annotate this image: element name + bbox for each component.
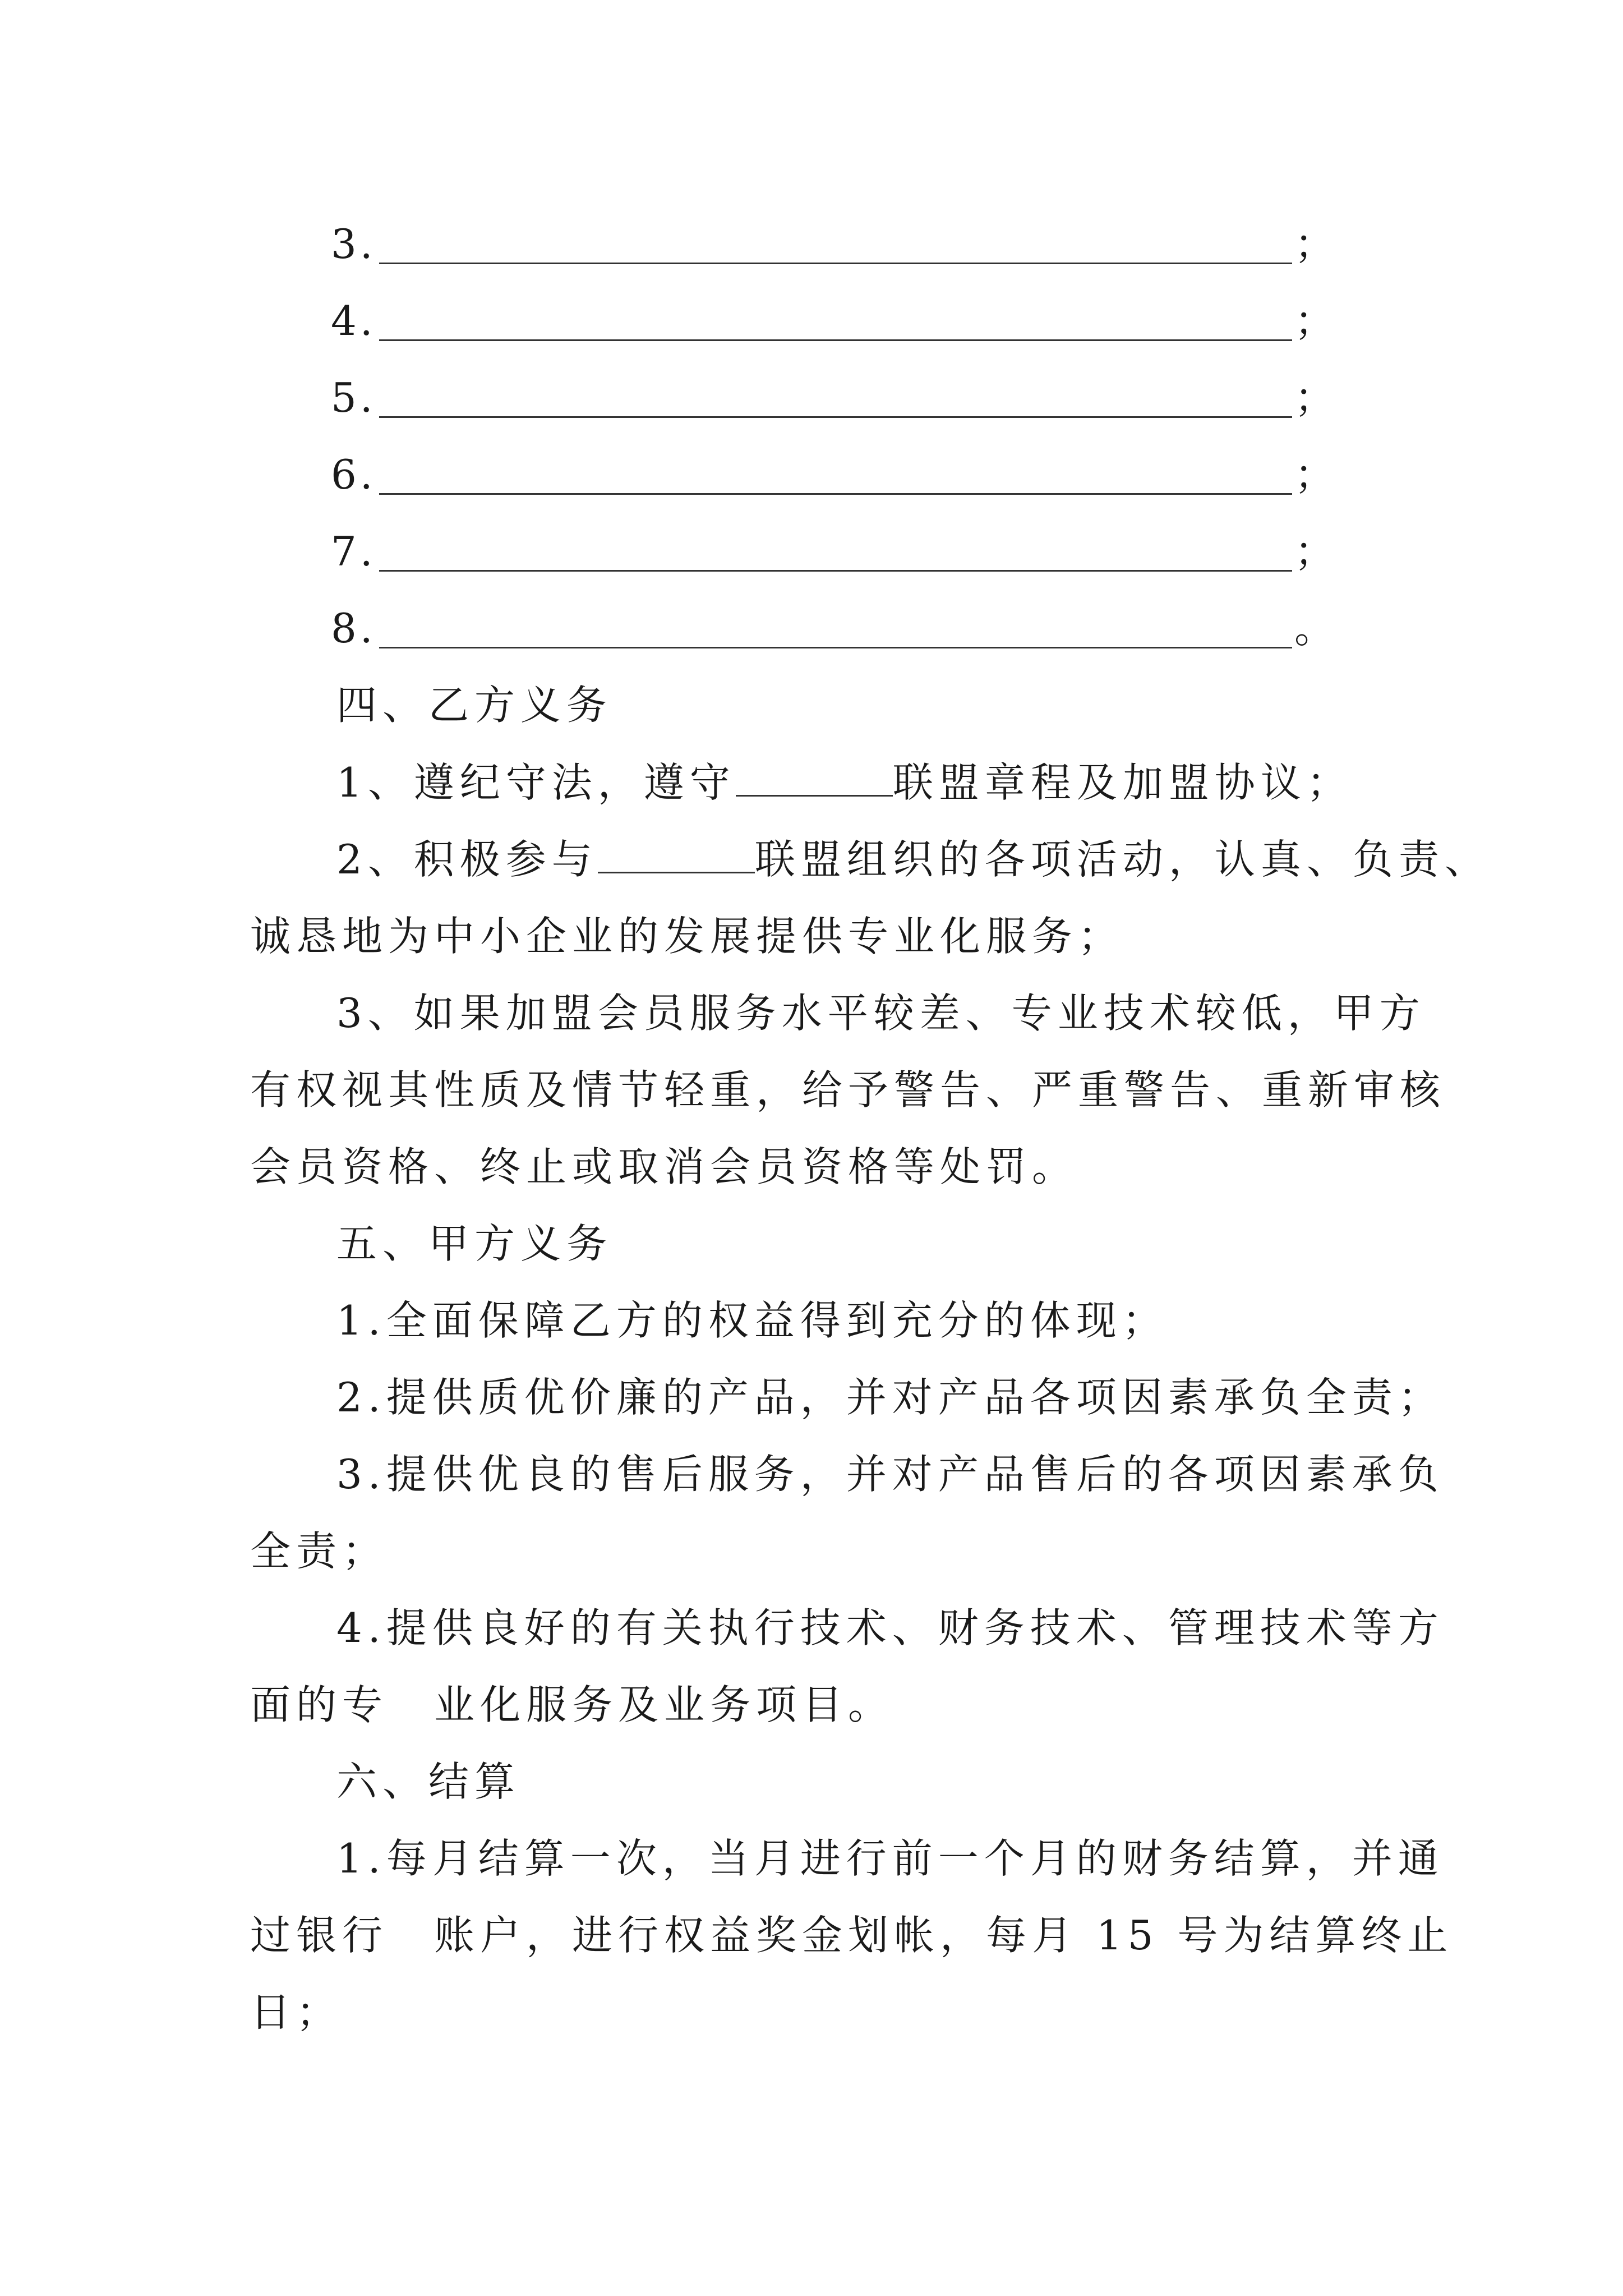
section-5-item-2: 2.提供质优价廉的产品，并对产品各项因素承负全责； [336, 1374, 1444, 1421]
blank-item-6 [331, 449, 376, 500]
inline-blank [736, 760, 893, 797]
blank-item-5 [331, 372, 376, 423]
text-before-blank: 1、遵纪守法，遵守 [336, 759, 736, 806]
section-6-item-1: 1.每月结算一次，当月进行前一个月的财务结算，并通 [336, 1835, 1444, 1882]
section-6-item-1-cont-1: 过银行 账户，进行权益奖金划帐，每月 15 号为结算终止 [250, 1912, 1454, 1959]
section-5-item-3: 3.提供优良的售后服务，并对产品售后的各项因素承负 [336, 1451, 1444, 1498]
item-number: 6. [331, 451, 376, 498]
item-number: 5. [331, 374, 376, 421]
item-number: 4. [331, 297, 376, 344]
blank-end-5: ； [1294, 374, 1339, 421]
section-5-item-1: 1.全面保障乙方的权益得到充分的体现； [336, 1297, 1168, 1344]
text-before-blank: 2、积极参与 [336, 836, 598, 883]
section-5-item-3-cont: 全责； [250, 1527, 389, 1575]
blank-item-8 [331, 603, 376, 654]
blank-end-7: ； [1294, 528, 1339, 575]
section-5-item-4: 4.提供良好的有关执行技术、财务技术、管理技术等方 [336, 1604, 1444, 1651]
section-6-item-1-cont-2: 日； [250, 1989, 343, 2036]
section-6-heading: 六、结算 [336, 1758, 521, 1805]
blank-item-7 [331, 526, 376, 577]
inline-blank [598, 837, 755, 873]
blank-rule-8 [379, 647, 1292, 648]
section-5-item-4-cont: 面的专 业化服务及业务项目。 [250, 1681, 895, 1728]
section-4-item-3-cont-2: 会员资格、终止或取消会员资格等处罚。 [250, 1143, 1078, 1190]
section-4-item-3: 3、如果加盟会员服务水平较差、专业技术较低，甲方 [336, 990, 1426, 1037]
blank-end-3: ； [1294, 220, 1339, 268]
blank-end-4: ； [1294, 297, 1339, 344]
item-number: 7. [331, 528, 376, 575]
section-4-heading: 四、乙方义务 [336, 682, 613, 729]
section-5-heading: 五、甲方义务 [336, 1220, 613, 1267]
item-number: 8. [331, 605, 376, 652]
section-4-item-2 [336, 834, 1491, 885]
blank-end-6: ； [1294, 451, 1339, 498]
blank-item-4 [331, 296, 376, 346]
blank-rule-4 [379, 339, 1292, 341]
item-number: 3. [331, 220, 376, 268]
blank-rule-7 [379, 570, 1292, 572]
text-after-blank: 联盟章程及加盟协议； [892, 759, 1353, 806]
section-4-item-3-cont-1: 有权视其性质及情节轻重，给予警告、严重警告、重新审核 [250, 1066, 1446, 1114]
section-4-item-2-cont: 诚恳地为中小企业的发展提供专业化服务； [250, 913, 1124, 960]
section-4-item-1 [336, 757, 1353, 808]
blank-rule-5 [379, 416, 1292, 418]
blank-item-3 [331, 219, 376, 269]
blank-end-8: 。 [1294, 605, 1339, 652]
text-after-blank: 联盟组织的各项活动，认真、负责、 [754, 836, 1491, 883]
blank-rule-6 [379, 493, 1292, 495]
blank-rule-3 [379, 263, 1292, 264]
